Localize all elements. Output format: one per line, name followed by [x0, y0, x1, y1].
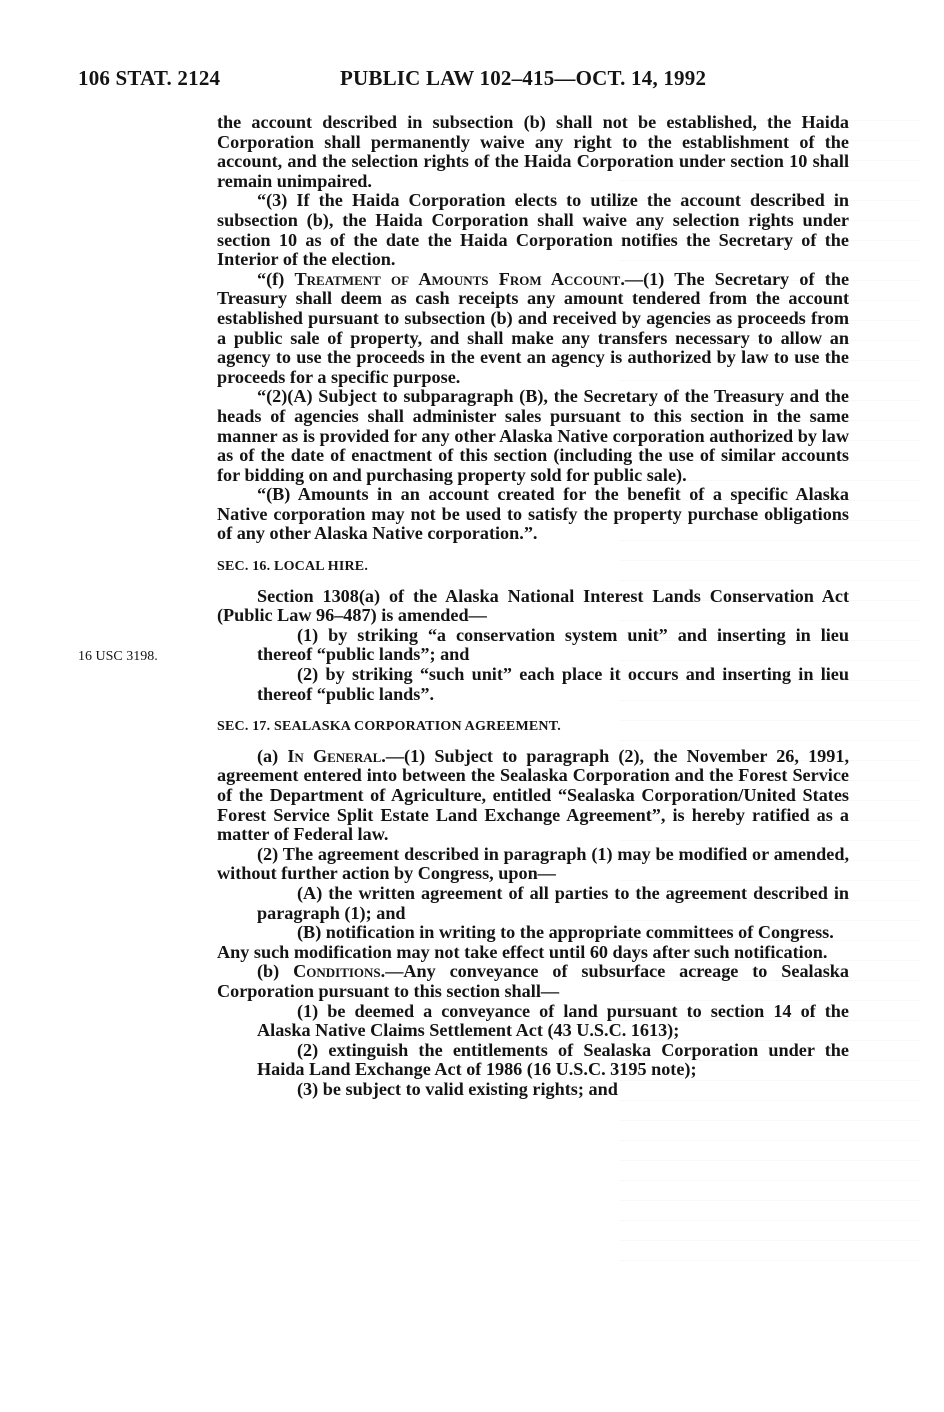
- section-16-text: Section 1308(a) of the Alaska National Interest Lands Conservation Act (Public Law 96–487) is amended—: [217, 585, 849, 626]
- paragraph-f-lead: “(f): [257, 268, 285, 289]
- section-16-heading: SEC. 16. LOCAL HIRE.: [217, 559, 369, 575]
- section-17-b-2: (2) extinguish the entitlements of Sealaska Corporation under the Haida Land Exchange Act of 1986 (16 U.S.C. 3195 note);: [257, 1039, 849, 1080]
- section-17-a-2-B: (B) notification in writing to the appropriate committees of Congress.: [297, 922, 834, 943]
- paragraph-2a: “(2)(A) Subject to subparagraph (B), the Secretary of the Treasury and the heads of agencies shall administer sales pursuant to this section in the same manner as is provided for any other Alaska Native corporation authorized by law as of the date of enactment of this section (including the use of similar accounts for bidding on and purchasing property sold for public sale).: [217, 386, 849, 485]
- section-17-a-text: —(1) Subject to paragraph (2), the November 26, 1991, agreement entered into between the Sealaska Corporation and the Forest Service of the Department of Agriculture, entitled “Sealaska Corporation/United States Forest Service Split Estate Land Exchange Agreement”, is hereby ratified as a matter of Federal law.: [217, 745, 849, 845]
- law-title-date: PUBLIC LAW 102–415—OCT. 14, 1992: [340, 66, 707, 90]
- section-16-item-1: (1) by striking “a conservation system unit” and inserting in lieu thereof “public lands”; and: [257, 624, 849, 665]
- paragraph-f: [217, 270, 849, 388]
- section-17-a-2: (2) The agreement described in paragraph (1) may be modified or amended, without further action by Congress, upon—: [217, 843, 849, 884]
- paragraph-f-heading: Treatment of Amounts From Account.: [294, 268, 625, 289]
- section-17-a-tail: Any such modification may not take effect until 60 days after such notification.: [217, 941, 828, 962]
- section-17-b-text: —Any conveyance of subsurface acreage to Sealaska Corporation pursuant to this section shall—: [217, 961, 849, 1001]
- paragraph-b: “(B) Amounts in an account created for the benefit of a specific Alaska Native corporation may not be used to satisfy the property purchase obligations of any other Alaska Native corporation.”.: [217, 484, 849, 544]
- paragraph-continuation: the account described in subsection (b) shall not be established, the Haida Corporation shall permanently waive any right to the establishment of the account, and the selection rights of the Haida Corporation under section 10 shall remain unimpaired.: [217, 112, 849, 191]
- section-16-item-2: (2) by striking “such unit” each place it occurs and inserting in lieu thereof “public lands”.: [257, 664, 849, 704]
- section-17-a-2-A: (A) the written agreement of all parties to the agreement described in paragraph (1); and: [257, 882, 849, 923]
- section-17-b-lead: (b): [257, 961, 280, 982]
- marginal-citation: 16 USC 3198.: [78, 649, 158, 664]
- section-17-b-1: (1) be deemed a conveyance of land pursuant to section 14 of the Alaska Native Claims Settlement Act (43 U.S.C. 1613);: [257, 1000, 849, 1041]
- section-17-b-heading: Conditions.: [293, 961, 386, 982]
- paragraph-3: “(3) If the Haida Corporation elects to utilize the account described in subsection (b), the Haida Corporation shall waive any selection rights under section 10 as of the date the Haida Corporation notifies the Secretary of the Interior of the election.: [217, 190, 849, 270]
- section-17-heading: SEC. 17. SEALASKA CORPORATION AGREEMENT.: [217, 719, 561, 735]
- stat-page-number: 106 STAT. 2124: [78, 66, 221, 90]
- section-17-a: [217, 747, 849, 845]
- page-header: [78, 66, 868, 94]
- section-17-b-3: (3) be subject to valid existing rights; and: [297, 1078, 618, 1099]
- section-17-a-heading: In General.: [287, 745, 386, 766]
- paragraph-f-text: —(1) The Secretary of the Treasury shall deem as cash receipts any amount tendered from the account established pursuant to subsection (b) and received by agencies as proceeds from a public sale of property, and shall make any transfers necessary to allow an agency to use the proceeds in the event an agency is authorized by law to use the proceeds for a specific purpose.: [217, 268, 850, 387]
- body-text: [217, 113, 849, 1100]
- section-17-b: [217, 962, 849, 1001]
- section-17-a-lead: (a): [257, 745, 279, 766]
